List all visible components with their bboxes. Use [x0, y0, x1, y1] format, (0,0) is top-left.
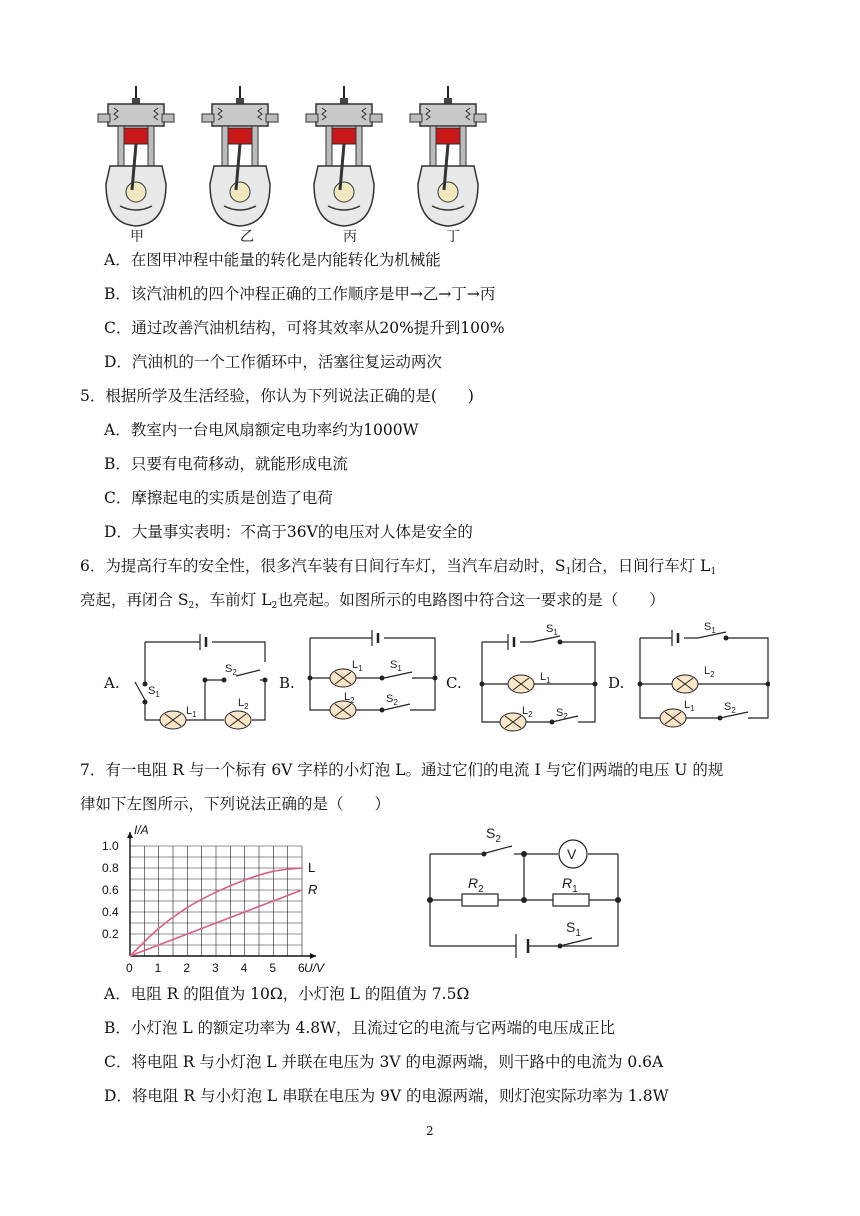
circuit-letter-b: B. — [279, 674, 295, 692]
q4-option-d: D．汽油机的一个工作循环中，活塞往复运动两次 — [104, 353, 442, 371]
q5-option-a: A．教室内一台电风扇额定电功率约为1000W — [104, 421, 419, 439]
x-tick-label: 6 — [298, 961, 305, 975]
engine-label-ding: 丁 — [446, 229, 460, 245]
q5-option-b: B．只要有电荷移动，就能形成电流 — [104, 455, 348, 473]
series-label-l: L — [308, 860, 316, 875]
y-tick-label: 0.2 — [102, 927, 119, 941]
y-axis-label: I/A — [134, 823, 149, 837]
q6-text-a: 6．为提高行车的安全性，很多汽车装有日间行车灯，当汽车启动时，S — [80, 557, 566, 575]
label-b-s2: $S_2$ — [386, 693, 398, 707]
q7-label-v: V — [567, 846, 577, 862]
q5-option-c: C．摩擦起电的实质是创造了电荷 — [104, 489, 333, 507]
q6-text-d: ，车前灯 L — [194, 591, 272, 609]
x-tick-label: 4 — [240, 961, 248, 975]
engine-figure — [96, 84, 496, 244]
x-tick-label: 1 — [154, 961, 162, 975]
q6-text-e: 也亮起。如图所示的电路图中符合这一要求的是（ ） — [277, 591, 665, 609]
page-number: 2 — [426, 1124, 434, 1138]
q7-label-s1: $S_1$ — [566, 919, 581, 939]
circuit-letter-c: C. — [446, 674, 462, 692]
label-d-s1: $S_1$ — [704, 622, 716, 635]
q7-option-b: B．小灯泡 L 的额定功率为 4.8W，且流过它的电流与它两端的电压成正比 — [104, 1019, 616, 1037]
q7-stem-line2: 律如下左图所示，下列说法正确的是（ ） — [80, 795, 391, 813]
q6-sub-d: 2 — [271, 601, 278, 611]
q4-option-a: A．在图甲冲程中能量的转化是内能转化为机械能 — [104, 251, 441, 269]
y-tick-label: 0.8 — [102, 861, 119, 875]
q7-option-a: A．电阻 R 的阻值为 10Ω，小灯泡 L 的阻值为 7.5Ω — [104, 985, 470, 1003]
label-d-s2: $S_2$ — [724, 701, 736, 715]
label-a-l2: $L_2$ — [238, 697, 249, 711]
q5-option-d: D．大量事实表明：不高于36V的电压对人体是安全的 — [104, 523, 473, 541]
series-label-r: R — [308, 882, 318, 897]
q6-text-c: 亮起，再闭合 S — [80, 591, 189, 609]
label-c-l1: $L_1$ — [540, 671, 551, 685]
circuit-letter-d: D. — [608, 674, 625, 692]
q6-sub-c: 2 — [188, 601, 195, 611]
engine-diagrams — [96, 84, 496, 244]
q7-label-r2: $R_2$ — [468, 875, 484, 895]
label-d-l2: $L_2$ — [704, 665, 715, 679]
q7-label-r1: $R_1$ — [562, 875, 578, 895]
q4-option-c: C．通过改善汽油机结构，可将其效率从20%提升到100% — [104, 319, 505, 337]
x-axis-arrow — [310, 953, 316, 959]
q7-option-c: C．将电阻 R 与小灯泡 L 并联在电压为 3V 的电源两端，则干路中的电流为 0.6A — [104, 1053, 664, 1071]
label-a-s2: $S_2$ — [225, 663, 237, 677]
q5-stem: 5．根据所学及生活经验，你认为下列说法正确的是( ) — [80, 387, 474, 405]
y-axis-arrow — [127, 832, 133, 838]
q6-circuit-diagrams — [120, 622, 770, 746]
x-tick-label: 3 — [212, 961, 219, 975]
label-b-l2: $L_2$ — [344, 691, 355, 705]
q7-label-s2: $S_2$ — [486, 825, 501, 845]
iu-chart — [96, 820, 356, 976]
label-d-l1: $L_1$ — [684, 699, 695, 713]
label-c-l2: $L_2$ — [522, 705, 533, 719]
q6-sub-b: 1 — [710, 567, 717, 577]
engine-label-yi: 乙 — [240, 229, 254, 245]
q6-text-b: 闭合，日间行车灯 L — [571, 557, 711, 575]
q6-stem-line1 — [80, 556, 716, 582]
y-tick-label: 0.4 — [102, 905, 119, 919]
engine-label-bing: 丙 — [343, 229, 357, 245]
q6-stem-line2 — [80, 590, 665, 616]
x-tick-label: 2 — [183, 961, 191, 975]
q7-option-d: D．将电阻 R 与小灯泡 L 串联在电压为 9V 的电源两端，则灯泡实际功率为 1.8W — [104, 1087, 669, 1105]
label-b-s1: $S_1$ — [390, 659, 402, 673]
q7-circuit — [420, 824, 630, 960]
x-axis-label: U/V — [304, 961, 325, 975]
x-tick-label: 5 — [269, 961, 277, 975]
label-c-s2: $S_2$ — [556, 707, 568, 721]
label-a-l1: $L_1$ — [186, 705, 197, 719]
label-c-s1: $S_1$ — [546, 623, 558, 637]
circuit-letter-a: A. — [104, 674, 120, 692]
y-tick-label: 1.0 — [102, 839, 119, 853]
y-tick-label: 0.6 — [102, 883, 119, 897]
q7-stem-line1: 7．有一电阻 R 与一个标有 6V 字样的小灯泡 L。通过它们的电流 I 与它们两端的电压 U 的规 — [80, 761, 724, 779]
q4-option-b: B．该汽油机的四个冲程正确的工作顺序是甲→乙→丁→丙 — [104, 285, 496, 303]
label-b-l1: $L_1$ — [352, 659, 363, 673]
label-a-s1: $S_1$ — [148, 685, 160, 699]
engine-label-jia: 甲 — [130, 229, 144, 245]
q6-sub-a: 1 — [565, 567, 572, 577]
x-tick-label: 0 — [126, 961, 133, 975]
